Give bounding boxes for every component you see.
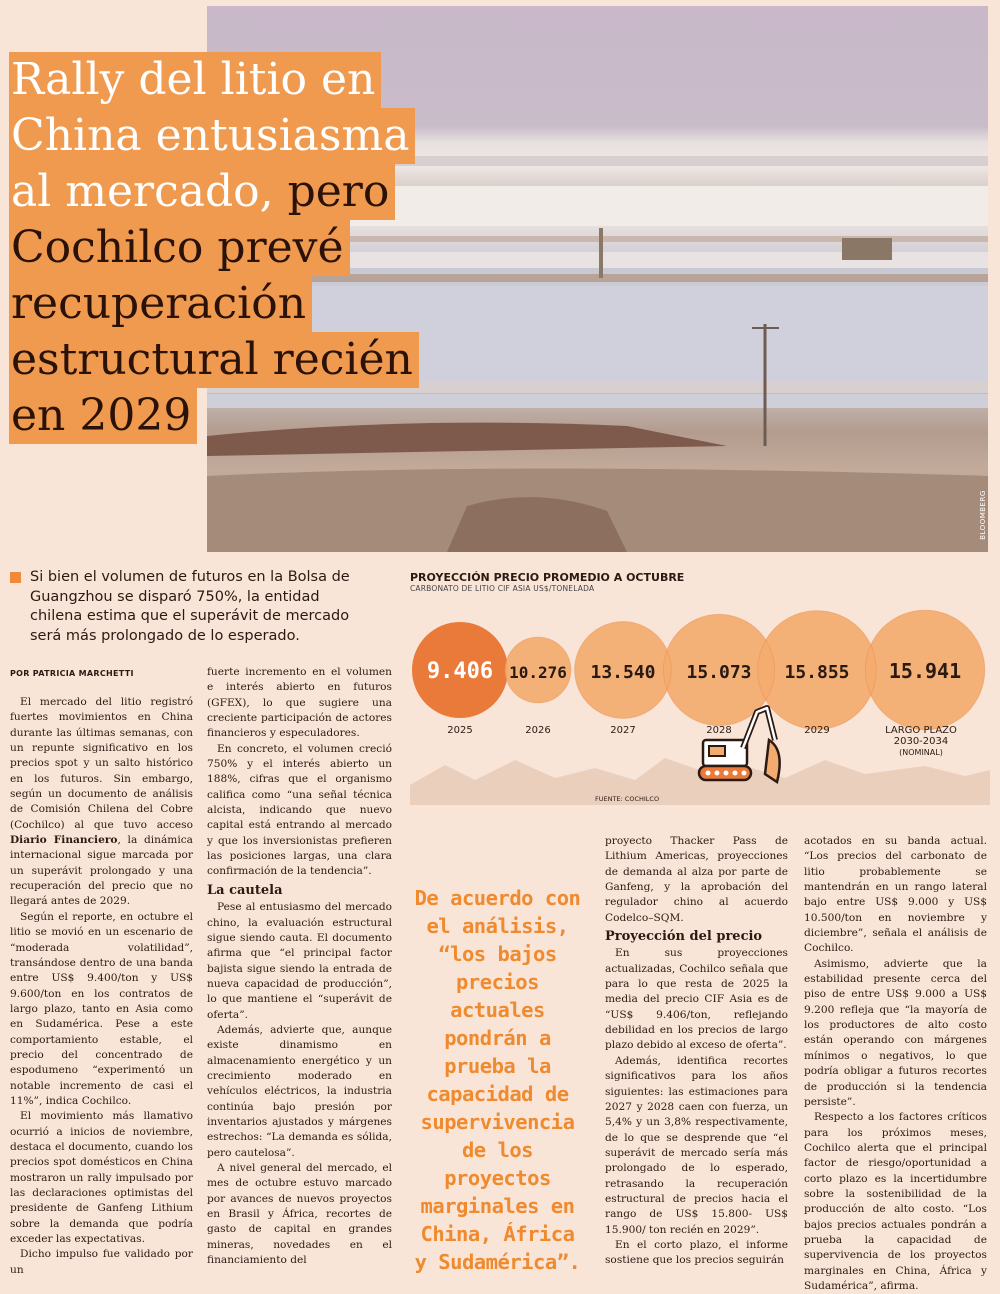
- article-column-4: [804, 834, 987, 1294]
- bubble-value-label: 15.855: [784, 662, 850, 683]
- paragraph: Además, identifica recortes significativos para los años siguientes: las estimaciones para 2027 y 2028 caen con fuerza, un 5,4% y un 3,8% respectivamente, de lo que se desprende que “el superávit de mercado sería más prolongado de lo esperado, retrasando la recuperación estructural de precios hacia el rango de US$ 15.800- US$ 15.900/ ton recién en 2029”.: [605, 1054, 788, 1236]
- headline-text-dark: estructural recién: [11, 334, 413, 385]
- photo-credit: BLOOMBERG: [979, 490, 988, 540]
- paragraph: Pese al entusiasmo del mercado chino, la evaluación estructural sigue siendo cauta. El documento afirma que “el principal factor bajista sigue siendo la entrada de nueva capacidad de producción”, lo que mantiene el “superávit de oferta”.: [207, 901, 392, 1021]
- paragraph: En concreto, el volumen creció 750% y el interés abierto un 188%, cifras que el organismo califica como “una señal técnica alcista, indicando que nuevo capital está entrando al mercado y que los inversionistas prefieren las posiciones largas, una clara confirmación de la tendencia”.: [207, 742, 392, 878]
- paragraph: acotados en su banda actual. “Los precios del carbonato de litio probablemente se mantendrán en un rango lateral bajo entre US$ 9.000 y US$ 10.500/ton en noviembre y diciembre”, señala el análisis de Cochilco.: [804, 835, 987, 955]
- bubble-category-label: (NOMINAL): [899, 748, 943, 757]
- bubble-category-label: 2030-2034: [893, 736, 949, 747]
- paragraph: El mercado del litio registró fuertes movimientos en China durante las últimas semanas, con un repunte significativo en los precios spot y un salto histórico en los futuros. Sin embargo, según un documento de análisis de Comisión Chilena del Cobre (Cochilco) al que tuvo acceso Diario Financiero, la dinámica internacional sigue marcada por un superávit prolongado y una recuperación del precio que no llegará antes de 2029.: [10, 696, 193, 908]
- bubble-value-label: 15.073: [686, 662, 752, 683]
- paragraph: En sus proyecciones actualizadas, Cochilco señala que para lo que resta de 2025 la media del precio CIF Asia es de “US$ 9.406/ton, reflejando debilidad en los precios de largo plazo debido al exceso de oferta”.: [605, 947, 788, 1052]
- article-column-1: [10, 695, 193, 1278]
- bubble-value-label: 13.540: [590, 662, 656, 683]
- paragraph: Asimismo, advierte que la estabilidad presente cerca del piso de entre US$ 9.000 a US$ 9.200 refleja que “la mayoría de los productores de alto costo están operando con márgenes mínimos o negativos, lo que podría obligar a futuros recortes de producción si la tendencia persiste”.: [804, 957, 987, 1108]
- chart-title: PROYECCIÓN PRECIO PROMEDIO A OCTUBRE: [410, 571, 685, 584]
- paragraph: A nivel general del mercado, el mes de octubre estuvo marcado por avances de nuevos proyectos en Brasil y África, recortes de gasto de capital en grandes mineras, novedades en el financiamiento del: [207, 1162, 392, 1267]
- paragraph: Respecto a los factores críticos para los próximos meses, Cochilco alerta que el principal factor de riesgo/oportunidad a corto plazo es la incertidumbre sobre la sostenibilidad de la producción de alto costo. “Los bajos precios actuales pondrán a prueba la capacidad de supervivencia de los proyectos marginales en China, África y Sudamérica”, afirma.: [804, 1111, 987, 1292]
- headline-text-light: Rally del litio en: [11, 54, 376, 105]
- bubble-category-label: 2027: [610, 725, 636, 736]
- headline-text-dark: en 2029: [11, 390, 192, 441]
- bubble-value-label: 9.406: [426, 659, 494, 684]
- bold-mention: Diario Financiero: [10, 834, 118, 847]
- paragraph: Además, advierte que, aunque existe dinamismo en almacenamiento energético y un crecimiento moderado en vehículos eléctricos, la industria continúa bajo presión por inventarios ajustados y márgenes estrechos: “La demanda es sólida, pero cautelosa”.: [207, 1023, 392, 1159]
- headline-text-dark: Cochilco prevé: [11, 222, 344, 273]
- bubble-category-label: LARGO PLAZO: [885, 725, 957, 736]
- paragraph: Dicho impulso fue validado por un: [10, 1248, 193, 1276]
- headline-line: [9, 332, 419, 388]
- section-heading: La cautela: [207, 882, 283, 898]
- paragraph: fuerte incremento en el volumen e interés abierto en futuros (GFEX), lo que sugiere una creciente participación de actores financieros y especuladores.: [207, 666, 392, 740]
- pull-quote: De acuerdo con el análisis, “los bajos precios actuales pondrán a prueba la capacidad de supervivencia de los proyectos marginales en China, África y Sudamérica”.: [414, 886, 581, 1274]
- bubble-category-label: 2025: [447, 725, 473, 736]
- headline-text-dark: pero: [287, 166, 390, 217]
- mountain-silhouette: [410, 758, 990, 805]
- bubble-category-label: 2026: [525, 725, 551, 736]
- headline-text-light: al mercado,: [11, 166, 288, 217]
- paragraph: El movimiento más llamativo ocurrió a inicios de noviembre, destaca el documento, cuando los precios spot domésticos en China mostraron un rally impulsado por las declaraciones optimistas del presidente de Ganfeng Lithium sobre la demanda que podría exceder las expectativas.: [10, 1110, 193, 1246]
- byline: POR PATRICIA MARCHETTI: [10, 669, 134, 678]
- headline-line: [9, 276, 312, 332]
- headline-text-light: China entusiasma: [11, 110, 410, 161]
- headline-line: [9, 108, 415, 164]
- paragraph: Según el reporte, en octubre el litio se movió en un escenario de “moderada volatilidad”, transándose dentro de una banda entre US$ 9.400/ton y US$ 9.600/ton en los contratos de largo plazo, tanto en Asia como en Sudamérica. Pese a este comportamiento estable, el precio del concentrado de espodumeno “experimentó un notable incremento de casi el 11%”, indica Cochilco.: [10, 910, 193, 1107]
- chart-source: FUENTE: COCHILCO: [595, 795, 660, 803]
- headline-text-dark: recuperación: [11, 278, 307, 329]
- paragraph: En el corto plazo, el informe sostiene que los precios seguirán: [605, 1238, 788, 1267]
- headline-line: [9, 52, 381, 108]
- headline-line: [9, 388, 197, 444]
- bubble-category-label: 2029: [804, 725, 830, 736]
- lead-text: Si bien el volumen de futuros en la Bolsa de Guangzhou se disparó 750%, la entidad chilena estima que el superávit de mercado será más prolongado de lo esperado.: [30, 569, 350, 644]
- article-column-2: [207, 665, 392, 1268]
- headline-line: [9, 164, 395, 220]
- orange-square-icon: [10, 572, 21, 583]
- headline-line: [9, 220, 350, 276]
- price-projection-chart: [405, 590, 995, 810]
- bubble-value-label: 15.941: [888, 659, 962, 683]
- paragraph: proyecto Thacker Pass de Lithium Americas, proyecciones de demanda al alza por parte de Ganfeng, y la aprobación del regulador chino al acuerdo Codelco–SQM.: [605, 835, 788, 924]
- lead-paragraph: [10, 568, 370, 646]
- bubble-value-label: 10.276: [509, 663, 567, 682]
- headline: [9, 52, 469, 444]
- chart-subtitle: CARBONATO DE LITIO CIF ASIA US$/TONELADA: [410, 584, 595, 593]
- article-column-3: [605, 834, 788, 1269]
- bubble-category-label: 2028: [706, 725, 732, 736]
- section-heading: Proyección del precio: [605, 929, 763, 945]
